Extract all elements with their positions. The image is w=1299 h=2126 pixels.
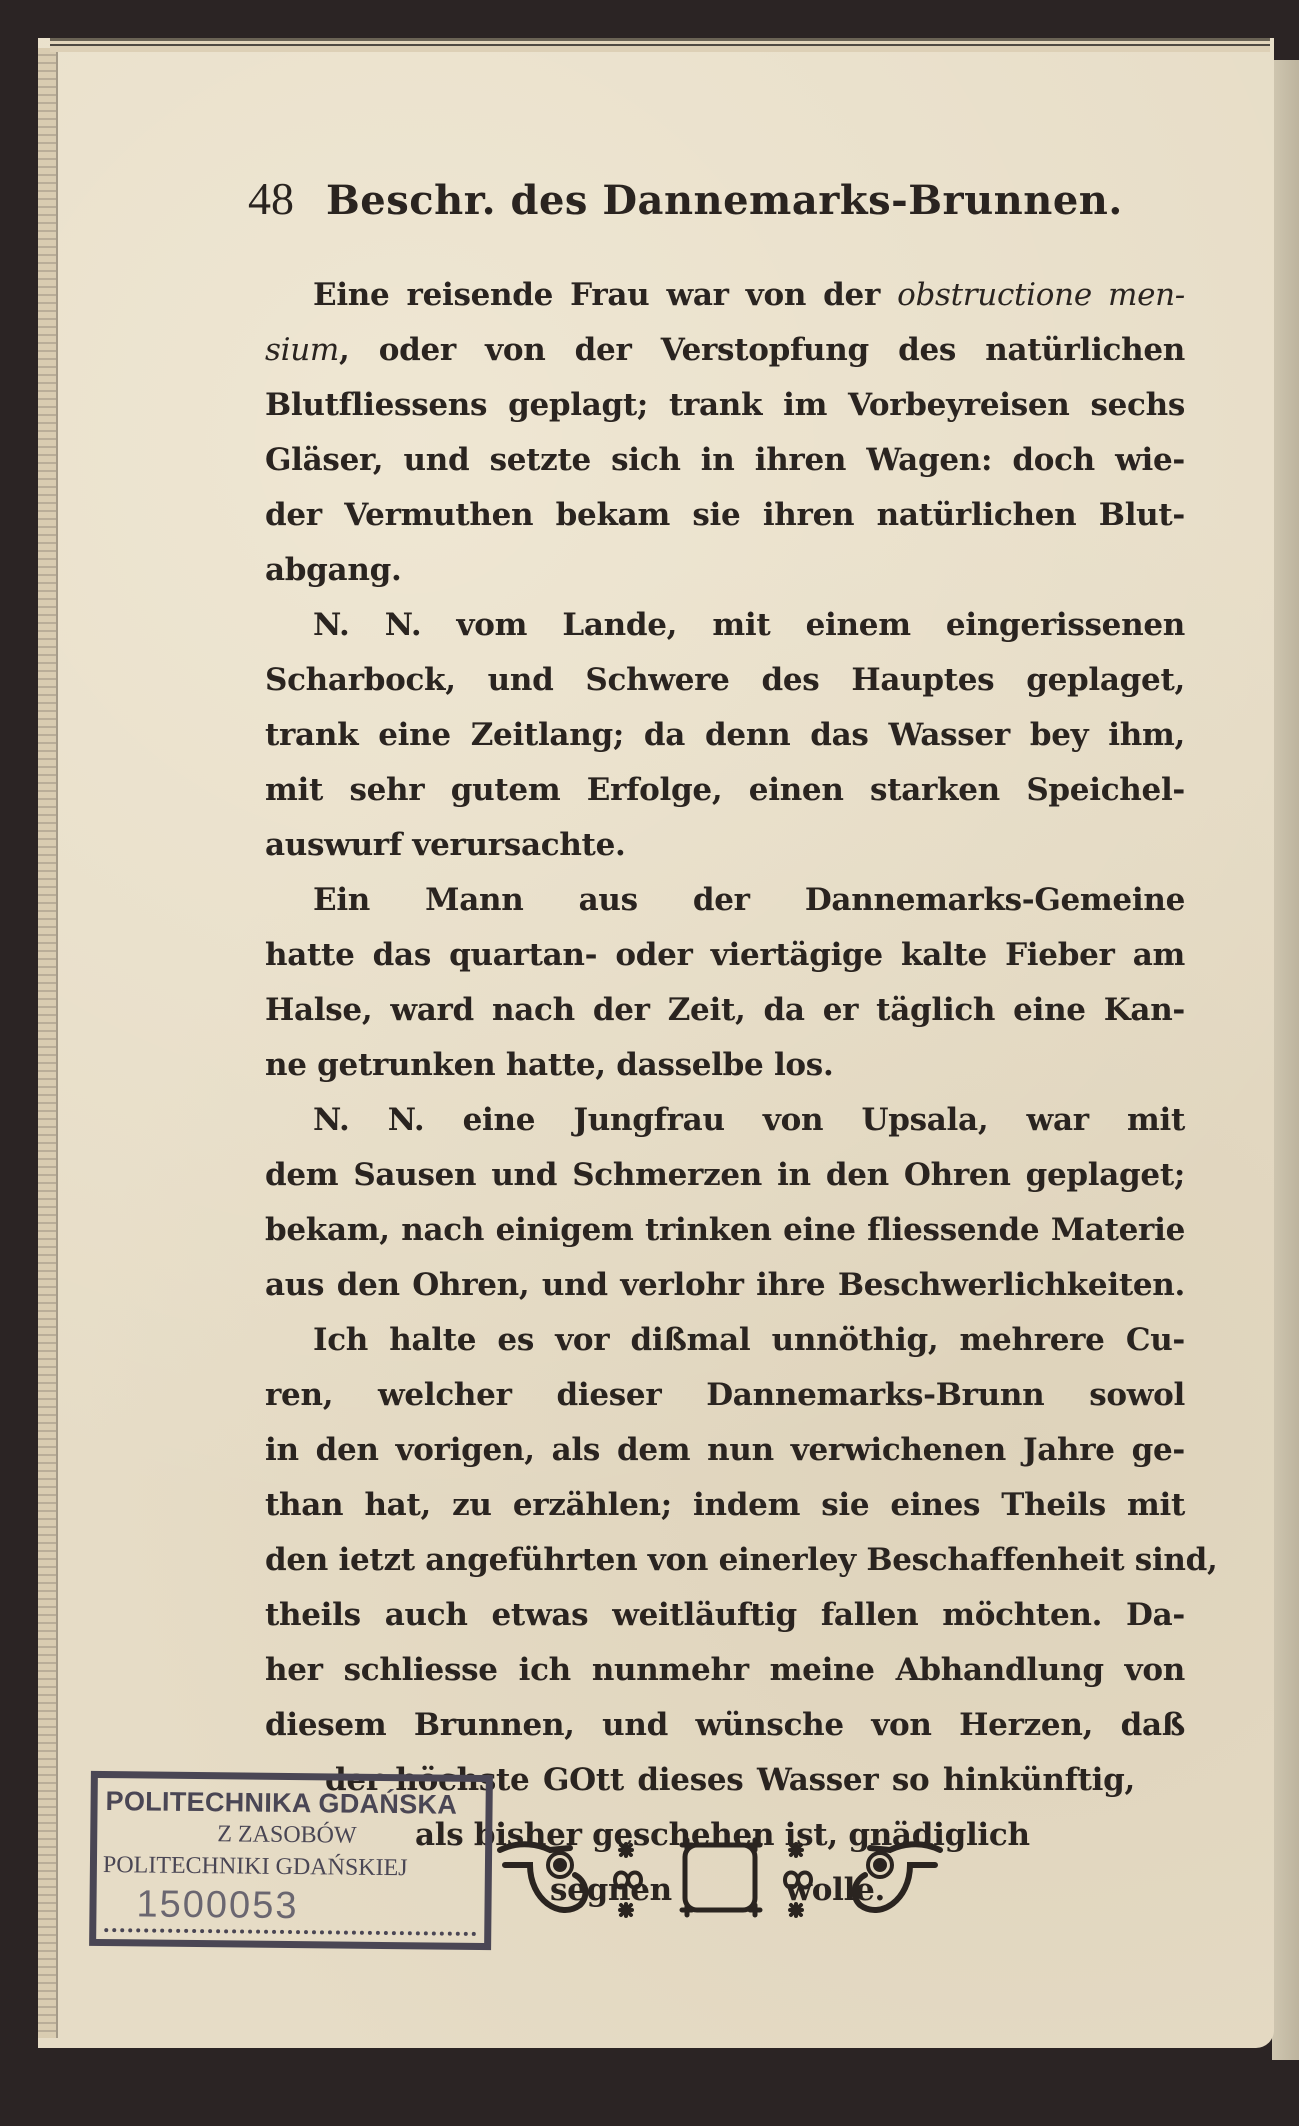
text-line: als bisher geschehen ist, gnädiglich xyxy=(415,1817,1030,1853)
text-line: Scharbock, und Schwere des Hauptes geplaget, xyxy=(265,662,1185,698)
tailpiece-ornament xyxy=(490,1820,950,1930)
scroll-ornament-right-icon xyxy=(855,1844,940,1910)
text-line: in den vorigen, als dem nun verwichenen Jahre ge- xyxy=(265,1432,1185,1468)
adjacent-page-edge xyxy=(1272,60,1299,2060)
stamp-inventory-number: 1500053 xyxy=(136,1883,299,1928)
text-line: Blutfliessens geplagt; trank im Vorbeyreisen sechs xyxy=(265,387,1185,423)
stamp-institution: POLITECHNIKA GDAŃSKA xyxy=(105,1786,458,1820)
text-line: der Vermuthen bekam sie ihren natürlichen Blut- xyxy=(265,497,1185,533)
body-text xyxy=(265,268,1218,1918)
text-line: hatte das quartan- oder viertägige kalte Fieber am xyxy=(265,937,1185,973)
text-line: Ein Mann aus der Dannemarks-Gemeine xyxy=(313,882,1185,918)
text-line: theils auch etwas weitläuftig fallen möchten. Da- xyxy=(265,1597,1185,1633)
text-line: Ich halte es vor dißmal unnöthig, mehrere Cu- xyxy=(313,1322,1185,1358)
text-line: N. N. vom Lande, mit einem eingerissenen xyxy=(313,607,1185,643)
library-stamp xyxy=(89,1771,493,1950)
stamp-library: POLITECHNIKI GDAŃSKIEJ xyxy=(102,1852,408,1882)
knot-ornament-right-icon xyxy=(785,1844,811,1916)
text-line: diesem Brunnen, und wünsche von Herzen, daß xyxy=(265,1707,1185,1743)
text-line: segnen wolle. xyxy=(550,1872,885,1908)
text-line: her schliesse ich nunmehr meine Abhandlung von xyxy=(265,1652,1185,1688)
knot-ornament-left-icon xyxy=(615,1844,641,1916)
scroll-ornament-left-icon xyxy=(500,1844,585,1910)
latin-term: obstructione men- xyxy=(897,277,1185,313)
text-line: Gläser, und setzte sich in ihren Wagen: doch wie- xyxy=(265,442,1185,478)
text-line: aus den Ohren, und verlohr ihre Beschwerlichkeiten. xyxy=(265,1267,1185,1303)
text-line: abgang. xyxy=(265,552,402,588)
running-head-title: Beschr. des Dannemarks-Brunnen. xyxy=(326,177,1123,224)
text-line: trank eine Zeitlang; da denn das Wasser bey ihm, xyxy=(265,717,1185,753)
text-line: der höchste GOtt dieses Wasser so hinkünftig, xyxy=(325,1762,1135,1798)
text-line: sium, oder von der Verstopfung des natürlichen xyxy=(265,332,1185,368)
latin-term: sium xyxy=(265,332,339,368)
text-line: ren, welcher dieser Dannemarks-Brunn sowol xyxy=(265,1377,1185,1413)
stamp-dotted-line xyxy=(104,1928,476,1936)
text-line: ne getrunken hatte, dasselbe los. xyxy=(265,1047,834,1083)
page-stack-edge-top xyxy=(50,38,1270,52)
wreath-ornament-icon xyxy=(682,1840,760,1915)
page-stack-edge-left xyxy=(38,48,58,2038)
text-line: than hat, zu erzählen; indem sie eines Theils mit xyxy=(265,1487,1185,1523)
text-line: den ietzt angeführten von einerley Beschaffenheit sind, xyxy=(265,1542,1218,1578)
text-line: Halse, ward nach der Zeit, da er täglich eine Kan- xyxy=(265,992,1185,1028)
text-line: N. N. eine Jungfrau von Upsala, war mit xyxy=(313,1102,1185,1138)
text-line: mit sehr gutem Erfolge, einen starken Speichel- xyxy=(265,772,1185,808)
running-head xyxy=(248,172,1123,232)
text-line: auswurf verursachte. xyxy=(265,827,626,863)
stamp-collection: Z ZASOBÓW xyxy=(217,1821,357,1849)
text-line: Eine reisende Frau war von der obstructione men- xyxy=(313,277,1185,313)
text-line: bekam, nach einigem trinken eine fliessende Materie xyxy=(265,1212,1185,1248)
page-number: 48 xyxy=(248,173,294,224)
text-line: dem Sausen und Schmerzen in den Ohren geplaget; xyxy=(265,1157,1185,1193)
